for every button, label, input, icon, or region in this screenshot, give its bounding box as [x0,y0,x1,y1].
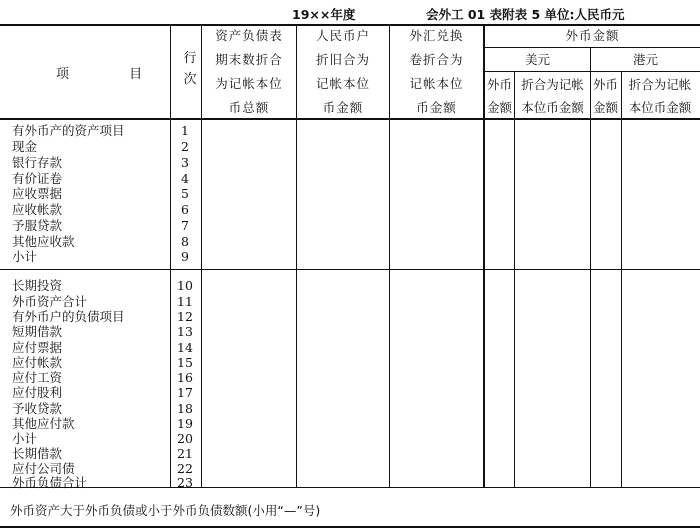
row-number: 5 [181,186,189,201]
row-number: 2 [181,139,189,154]
usd-header: 美元 [524,52,550,67]
report-year: 19××年度 [292,7,356,22]
row-number: 12 [177,309,193,324]
row-label: 应付股利 [12,385,63,400]
usd-converted-amount-header: 折合为记帐 本位币金额 [521,77,584,115]
foreign-amount-header: 外币金额 [565,28,620,43]
row-number: 11 [177,294,193,309]
row-label: 短期借款 [12,324,63,339]
row-number: 1 [181,123,189,138]
row-number: 19 [177,416,193,431]
row-number: 16 [177,370,193,385]
hkd-foreign-amount-header: 外币 金额 [592,77,618,115]
row-label: 应收票据 [12,186,63,201]
row-number: 22 [177,461,193,476]
row-label: 现金 [12,139,38,154]
row-number: 23 [177,475,193,490]
row-number: 20 [177,431,193,446]
row-number: 3 [181,155,189,170]
usd-foreign-amount-header: 外币 金额 [486,77,512,115]
row-label: 长期借款 [12,446,63,461]
row-number: 18 [177,401,193,416]
row-label: 外币负债合计 [12,475,88,490]
col3-header: 外汇兑换 卷折合为 记帐本位 币金额 [409,28,464,115]
row-label: 外币资产合计 [12,294,88,309]
hkd-converted-amount-header: 折合为记帐 本位币金额 [628,77,692,115]
hkd-header: 港元 [632,52,658,67]
row-number: 6 [181,202,189,217]
row-number: 7 [181,218,189,233]
net-difference-row-label: 外币资产大于外币负债或小于外币负债数额(小用“—”号) [10,503,321,518]
row-number: 21 [177,446,193,461]
currency-divider [484,71,700,72]
row-label: 有外币户的负债项目 [12,309,125,324]
row-label: 予收贷款 [12,401,63,416]
row-number: 8 [181,234,189,249]
section-divider [0,269,700,270]
row-number: 13 [177,324,193,339]
row-number: 9 [181,249,189,264]
row-number: 17 [177,385,193,400]
row-label: 小计 [12,249,38,264]
row-label: 应付帐款 [12,355,63,370]
section2-bottom-border [0,487,700,488]
row-label: 应收帐款 [12,202,63,217]
row-label: 长期投资 [12,278,63,293]
row-label: 小计 [12,431,38,446]
report-code-unit: 会外工 01 表附表 5 单位:人民币元 [426,7,625,22]
item-column-header: 项 目 [56,67,171,82]
row-number: 4 [181,171,189,186]
row-number: 14 [177,340,193,355]
row-label: 有价证卷 [12,171,63,186]
row-label: 有外币产的资产项目 [12,123,125,138]
row-number: 10 [177,278,193,293]
table-bottom-border [0,526,700,528]
row-label: 其他应收款 [12,234,75,249]
col1-header: 资产负债表 期末数折合 为记帐本位 币总额 [215,28,283,115]
col-divider-usd-sub [514,71,515,488]
row-label: 应付公司债 [12,461,75,476]
row-number: 15 [177,355,193,370]
foreign-group-divider [484,47,700,48]
row-label: 应付工资 [12,370,63,385]
row-label: 予服贷款 [12,218,63,233]
row-label: 应付票据 [12,340,63,355]
col2-header: 人民币户 折旧合为 记帐本位 币金额 [315,28,370,115]
col-divider-hkd-sub [621,71,622,488]
row-label: 其他应付款 [12,416,75,431]
row-number-column-header: 行 次 [183,51,197,87]
row-label: 银行存款 [12,155,63,170]
